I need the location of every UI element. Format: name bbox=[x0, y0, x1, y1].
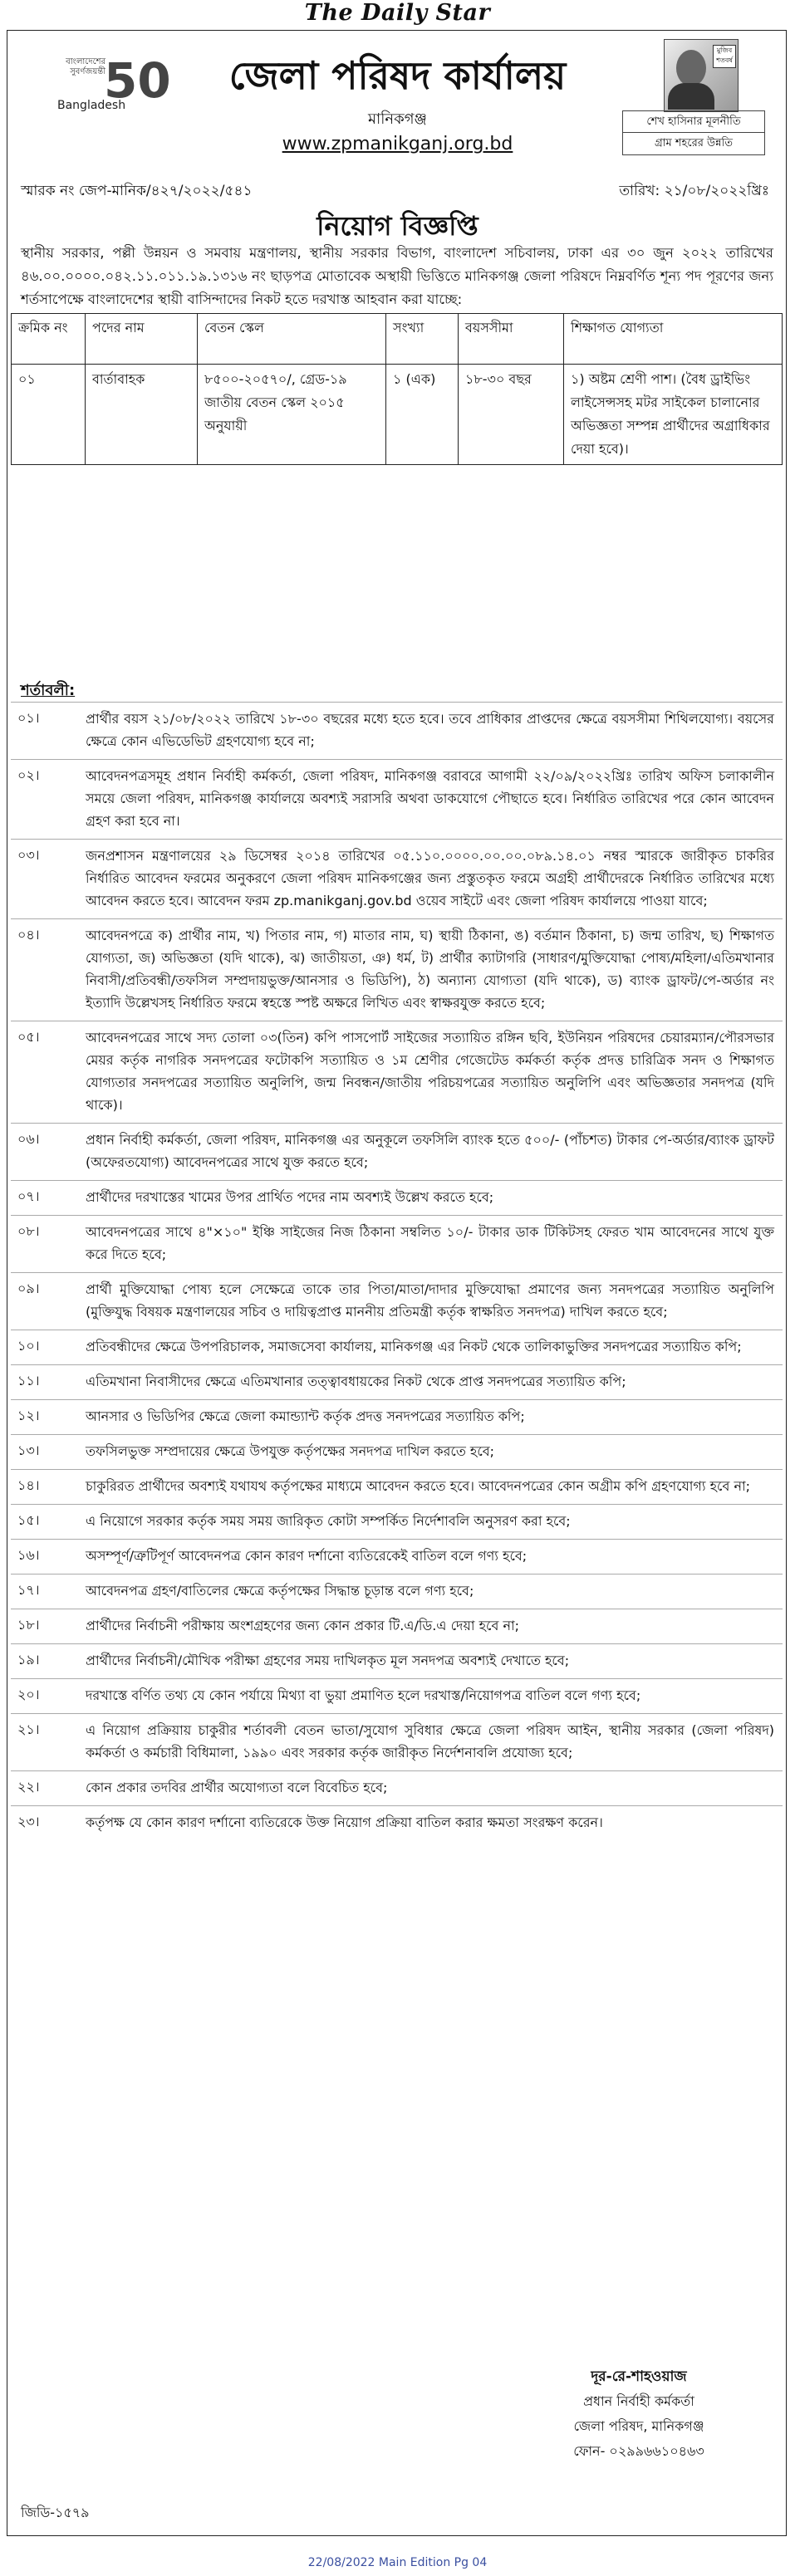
condition-number: ০৯। bbox=[17, 1281, 40, 1296]
conditions-list bbox=[11, 702, 783, 1840]
office-district: মানিকগঞ্জ bbox=[368, 110, 427, 128]
page-footer: 22/08/2022 Main Edition Pg 04 bbox=[307, 2556, 488, 2569]
newspaper-masthead: The Daily Star bbox=[304, 0, 491, 26]
condition-number: ০২। bbox=[17, 767, 40, 783]
condition-item bbox=[11, 1469, 783, 1504]
condition-number: ০৪। bbox=[17, 927, 40, 943]
vacancy-table-header bbox=[12, 314, 783, 365]
condition-number: ০৫। bbox=[17, 1029, 40, 1045]
condition-item bbox=[11, 1713, 783, 1770]
memo-date: তারিখ: ২১/০৮/২০২২খ্রিঃ bbox=[619, 183, 769, 199]
header-count: সংখ্যা bbox=[386, 314, 459, 365]
signature-block bbox=[506, 2323, 772, 2464]
condition-number: ১২। bbox=[17, 1408, 40, 1423]
condition-item bbox=[11, 1770, 783, 1805]
condition-number: ১৬। bbox=[17, 1547, 40, 1563]
condition-text: প্রার্থীদের নির্বাচনী/মৌখিক পরীক্ষা গ্রহণের সময় দাখিলকৃত মূল সনদপত্র অবশ্যই দেখাতে হবে; bbox=[86, 1653, 570, 1668]
condition-text: অসম্পূর্ণ/ত্রুটিপূর্ণ আবেদনপত্র কোন কারণ দর্শানো ব্যতিরেকেই বাতিল বলে গণ্য হবে; bbox=[86, 1548, 528, 1564]
conditions-heading: শর্তাবলী: bbox=[21, 682, 76, 699]
condition-text: এ নিয়োগ প্রক্রিয়ায় চাকুরীর শর্তাবলী বেতন ভাতা/সুযোগ সুবিধার ক্ষেত্রে জেলা পরিষদ আইন, স্থানীয় সরকার (জেলা পরিষদ) কর্মকর্তা ও কর্মচারী বিধিমালা, ১৯৯০ এবং সরকার কর্তৃক জারীকৃত নির্দেশনাবলি প্রযোজ্য হবে; bbox=[86, 1722, 774, 1761]
slogan-line-2: গ্রাম শহরের উন্নতি bbox=[654, 137, 734, 149]
condition-text: আবেদনপত্রে ক) প্রার্থীর নাম, খ) পিতার নাম, গ) মাতার নাম, ঘ) স্থায়ী ঠিকানা, ঙ) বর্তমান ঠিকানা, চ) জন্ম তারিখ, ছ) শিক্ষাগত যোগ্যতা, জ) অভিজ্ঞতা (যদি থাকে), ঝ) জাতীয়তা, ঞ) ধর্ম, ট) প্রার্থীর ক্যাটাগরি (সাধারণ/মুক্তিযোদ্ধা পোষ্য/মহিলা/এতিমখানার নিবাসী/প্রতিবন্ধী/তফসিল সম্প্রদায়ভুক্ত/আনসার ও ভিডিপি), ঠ) অন্যান্য যোগ্যতা (যদি থাকে), ড) ব্যাংক ড্রাফট/পে-অর্ডার নং ইত্যাদি উল্লেখসহ নির্ধারিত ফরমে স্বহস্তে স্পষ্ট অক্ষরে লিখিত এবং স্বাক্ষরযুক্ত করতে হবে; bbox=[86, 928, 774, 1011]
condition-text: আবেদনপত্রসমূহ প্রধান নির্বাহী কর্মকর্তা, জেলা পরিষদ, মানিকগঞ্জ বরাবরে আগামী ২২/০৯/২০২২খ্রিঃ তারিখ অফিস চলাকালীন সময়ে জেলা পরিষদ, মানিকগঞ্জ কার্যালয়ে অবশ্যই সরাসরি অথবা ডাকযোগে পৌছাতে হবে। নির্ধারিত তারিখের পরে কোন আবেদন গ্রহণ করা হবে না। bbox=[86, 768, 774, 829]
condition-number: ০৮। bbox=[17, 1223, 40, 1239]
condition-number: ১৩। bbox=[17, 1442, 40, 1458]
condition-item bbox=[11, 1504, 783, 1539]
condition-text: দরখাস্তে বর্ণিত তথ্য যে কোন পর্যায়ে মিথ্যা বা ভুয়া প্রমাণিত হলে দরখাস্ত/নিয়োগপত্র বাতিল বলে গণ্য হবে; bbox=[86, 1687, 641, 1703]
cell-pay-scale: ৮৫০০-২০৫৭০/, গ্রেড-১৯ জাতীয় বেতন স্কেল ২০১৫ অনুযায়ী bbox=[198, 365, 386, 465]
signatory-designation: প্রধান নির্বাহী কর্মকর্তা bbox=[583, 2393, 694, 2409]
mujib-centenary-badge: মুজিব শতবর্ষ bbox=[713, 45, 736, 68]
condition-number: ২১। bbox=[17, 1721, 40, 1737]
cell-qualification: ১) অষ্টম শ্রেণী পাশ। (বৈধ ড্রাইভিং লাইসেন্সসহ মটর সাইকেল চালানোর অভিজ্ঞতা সম্পন্ন প্রার্থীদের অগ্রাধিকার দেয়া হবে)। bbox=[564, 365, 783, 465]
condition-number: ১৫। bbox=[17, 1512, 40, 1528]
condition-text: তফসিলভুক্ত সম্প্রদায়ের ক্ষেত্রে উপযুক্ত কর্তৃপক্ষের সনদপত্র দাখিল করতে হবে; bbox=[86, 1443, 495, 1459]
condition-text: প্রার্থীর বয়স ২১/০৮/২০২২ তারিখে ১৮-৩০ বছরের মধ্যে হতে হবে। তবে প্রাধিকার প্রাপ্তদের ক্ষেত্রে বয়সসীমা শিথিলযোগ্য। বয়সের ক্ষেত্রে কোন এভিডেভিট গ্রহণযোগ্য হবে না; bbox=[86, 711, 774, 749]
condition-text: জনপ্রশাসন মন্ত্রণালয়ের ২৯ ডিসেম্বর ২০১৪ তারিখের ০৫.১১০.০০০০.০০.০০.০৮৯.১৪.০১ নম্বর স্মারকে জারীকৃত চাকরির নির্ধারিত আবেদন ফরমের অনুকরণে জেলা পরিষদ মানিকগঞ্জের জন্য প্রস্তুতকৃত ফরমে অগ্রহী প্রার্থীদেরকে নির্ধারিত তারিখের মধ্যে আবেদন করতে হবে। আবেদন ফরম zp.manikganj.gov.bd ওয়েব সাইটে এবং জেলা পরিষদ কার্যালয়ে পাওয়া যাবে; bbox=[86, 848, 774, 908]
condition-text: এ নিয়োগে সরকার কর্তৃক সময় সময় জারিকৃত কোটা সম্পর্কিত নির্দেশাবলি অনুসরণ করা হবে; bbox=[86, 1513, 571, 1529]
condition-text: আবেদনপত্রের সাথে সদ্য তোলা ০৩(তিন) কপি পাসপোর্ট সাইজের সত্যায়িত রঙ্গিন ছবি, ইউনিয়ন পরিষদের চেয়ারম্যান/পৌরসভার মেয়র কর্তৃক নাগরিক সনদপত্রের ফটোকপি সত্যায়িত ও ১ম শ্রেণীর গেজেটেড কর্মকর্তা কর্তৃক প্রদত্ত চারিত্রিক সনদ ও শিক্ষাগত যোগ্যতার সনদপত্রের সত্যায়িত অনুলিপি, জন্ম নিবন্ধন/জাতীয় পরিচয়পত্রের সত্যায়িত অনুলিপি এবং অভিজ্ঞতার সনদপত্র (যদি থাকে)। bbox=[86, 1030, 774, 1113]
condition-item bbox=[11, 759, 783, 839]
condition-text: প্রতিবন্ধীদের ক্ষেত্রে উপপরিচালক, সমাজসেবা কার্যালয়, মানিকগঞ্জ এর নিকট থেকে তালিকাভুক্তির সনদপত্রের সত্যায়িত কপি; bbox=[86, 1339, 742, 1354]
condition-item bbox=[11, 918, 783, 1021]
condition-text: প্রার্থীদের নির্বাচনী পরীক্ষায় অংশগ্রহণের জন্য কোন প্রকার টি.এ/ডি.এ দেয়া হবে না; bbox=[86, 1618, 520, 1633]
slogan-line-1: শেখ হাসিনার মূলনীতি bbox=[623, 111, 764, 133]
condition-item bbox=[11, 1805, 783, 1840]
condition-text: প্রধান নির্বাহী কর্মকর্তা, জেলা পরিষদ, মানিকগঞ্জ এর অনুকূলে তফসিলি ব্যাংক হতে ৫০০/- (পাঁচশত) টাকার পে-অর্ডার/ব্যাংক ড্রাফট (অফেরতযোগ্য) আবেদনপত্রের সাথে যুক্ত করতে হবে; bbox=[86, 1132, 774, 1170]
portrait-face bbox=[676, 50, 706, 86]
condition-item bbox=[11, 839, 783, 918]
condition-item bbox=[11, 1643, 783, 1678]
logo-number: 50 bbox=[104, 52, 171, 109]
condition-text: কোন প্রকার তদবির প্রার্থীর অযোগ্যতা বলে বিবেচিত হবে; bbox=[86, 1780, 388, 1795]
condition-item bbox=[11, 1364, 783, 1399]
notice-intro: স্থানীয় সরকার, পল্লী উন্নয়ন ও সমবায় মন্ত্রণালয়, স্থানীয় সরকার বিভাগ, বাংলাদেশ সচিবালয়, ঢাকা এর ৩০ জুন ২০২২ তারিখের ৪৬.০০.০০০০.০৪২.১১.০১১.১৯.১৩১৬ নং ছাড়পত্র মোতাবেক অস্থায়ী ভিত্তিতে মানিকগঞ্জ জেলা পরিষদে নিম্নবর্ণিত শূন্য পদ পূরণের জন্য শর্তসাপেক্ষে বাংলাদেশের স্থায়ী বাসিন্দাদের নিকট হতে দরখাস্ত আহবান করা যাচ্ছে: bbox=[21, 245, 773, 307]
condition-item bbox=[11, 1678, 783, 1713]
slogan-box bbox=[622, 110, 765, 155]
header-qualification: শিক্ষাগত যোগ্যতা bbox=[564, 314, 783, 365]
vacancy-table bbox=[11, 313, 783, 465]
condition-item bbox=[11, 1434, 783, 1469]
condition-text: এতিমখানা নিবাসীদের ক্ষেত্রে এতিমখানার তত্ত্বাবধায়কের নিকট থেকে প্রাপ্ত সনদপত্রের সত্যায়িত কপি; bbox=[86, 1374, 626, 1389]
condition-text: প্রার্থী মুক্তিযোদ্ধা পোষ্য হলে সেক্ষেত্রে তাকে তার পিতা/মাতা/দাদার মুক্তিযোদ্ধা প্রমাণের জন্য সনদপত্রের সত্যায়িত অনুলিপি (মুক্তিযুদ্ধ বিষয়ক মন্ত্রণালয়ের সচিব ও দায়িত্বপ্রাপ্ত মাননীয় প্রতিমন্ত্রী কর্তৃক স্বাক্ষরিত সনদপত্র) দাখিল করতে হবে; bbox=[86, 1281, 774, 1320]
table-row bbox=[12, 365, 783, 465]
signatory-office: জেলা পরিষদ, মানিকগঞ্জ bbox=[573, 2418, 704, 2434]
condition-item bbox=[11, 1021, 783, 1123]
condition-number: ১১। bbox=[17, 1373, 40, 1388]
condition-text: কর্তৃপক্ষ যে কোন কারণ দর্শানো ব্যতিরেকে উক্ত নিয়োগ প্রক্রিয়া বাতিল করার ক্ষমতা সংরক্ষণ করেন। bbox=[86, 1814, 603, 1830]
signatory-phone: ফোন- ০২৯৯৬৬১০৪৬৩ bbox=[573, 2443, 704, 2459]
condition-number: ১০। bbox=[17, 1338, 40, 1354]
signatory-name: দূর-রে-শাহওয়াজ bbox=[591, 2368, 687, 2385]
condition-text: আবেদনপত্রের সাথে ৪"×১০" ইঞ্চি সাইজের নিজ ঠিকানা সম্বলিত ১০/- টাকার ডাক টিকিটসহ ফেরত খাম আবেদনের সাথে যুক্ত করে দিতে হবে; bbox=[86, 1224, 774, 1262]
header-post: পদের নাম bbox=[86, 314, 198, 365]
condition-number: ১৪। bbox=[17, 1477, 40, 1493]
condition-item bbox=[11, 702, 783, 759]
condition-text: আনসার ও ভিডিপির ক্ষেত্রে জেলা কমান্ড্যান্ট কর্তৃক প্রদত্ত সনদপত্রের সত্যায়িত কপি; bbox=[86, 1408, 525, 1424]
notice-subject: নিয়োগ বিজ্ঞপ্তি bbox=[317, 210, 478, 242]
signature-scribble bbox=[506, 2323, 772, 2364]
condition-number: ০৬। bbox=[17, 1131, 40, 1147]
logo-small-text: বাংলাদেশের সুবর্ণজয়ন্তী bbox=[66, 57, 106, 76]
office-website-link[interactable]: www.zpmanikganj.org.bd bbox=[282, 134, 513, 154]
cell-age-limit: ১৮-৩০ বছর bbox=[459, 365, 564, 465]
cell-serial: ০১ bbox=[12, 365, 86, 465]
office-title: জেলা পরিষদ কার্যালয় bbox=[228, 53, 567, 98]
condition-item bbox=[11, 1123, 783, 1180]
condition-number: ০১। bbox=[17, 710, 40, 726]
condition-item bbox=[11, 1215, 783, 1272]
portrait-body bbox=[668, 83, 714, 110]
logo-country: Bangladesh bbox=[57, 99, 126, 112]
cell-post: বার্তাবাহক bbox=[86, 365, 198, 465]
condition-item bbox=[11, 1539, 783, 1574]
condition-number: ২২। bbox=[17, 1779, 40, 1795]
condition-number: ১৮। bbox=[17, 1617, 40, 1633]
gd-number: জিডি-১৫৭৯ bbox=[21, 2505, 90, 2520]
condition-item bbox=[11, 1330, 783, 1364]
header-serial: ক্রমিক নং bbox=[12, 314, 86, 365]
condition-number: ১৭। bbox=[17, 1582, 40, 1598]
condition-item bbox=[11, 1180, 783, 1215]
condition-item bbox=[11, 1574, 783, 1609]
condition-text: চাকুরিরত প্রার্থীদের অবশ্যই যথাযথ কর্তৃপক্ষের মাধ্যমে আবেদন করতে হবে। আবেদনপত্রের কোন অগ্রীম কপি গ্রহণযোগ্য হবে না; bbox=[86, 1478, 751, 1494]
condition-number: ২৩। bbox=[17, 1814, 40, 1829]
condition-number: ০৩। bbox=[17, 847, 40, 863]
header-age-limit: বয়সসীমা bbox=[459, 314, 564, 365]
advertisement-frame bbox=[7, 30, 787, 2536]
cell-count: ১ (এক) bbox=[386, 365, 459, 465]
condition-number: ০৭। bbox=[17, 1188, 40, 1204]
condition-item bbox=[11, 1272, 783, 1330]
condition-item bbox=[11, 1399, 783, 1434]
memo-reference: স্মারক নং জেপ-মানিক/৪২৭/২০২২/৫৪১ bbox=[21, 183, 253, 199]
condition-number: ২০। bbox=[17, 1687, 40, 1702]
condition-text: আবেদনপত্র গ্রহণ/বাতিলের ক্ষেত্রে কর্তৃপক্ষের সিদ্ধান্ত চূড়ান্ত বলে গণ্য হবে; bbox=[86, 1583, 474, 1599]
condition-number: ১৯। bbox=[17, 1652, 40, 1668]
condition-item bbox=[11, 1609, 783, 1643]
header-pay-scale: বেতন স্কেল bbox=[198, 314, 386, 365]
mujib-portrait-image bbox=[664, 39, 739, 112]
condition-text: প্রার্থীদের দরখাস্তের খামের উপর প্রার্থিত পদের নাম অবশ্যই উল্লেখ করতে হবে; bbox=[86, 1189, 494, 1205]
